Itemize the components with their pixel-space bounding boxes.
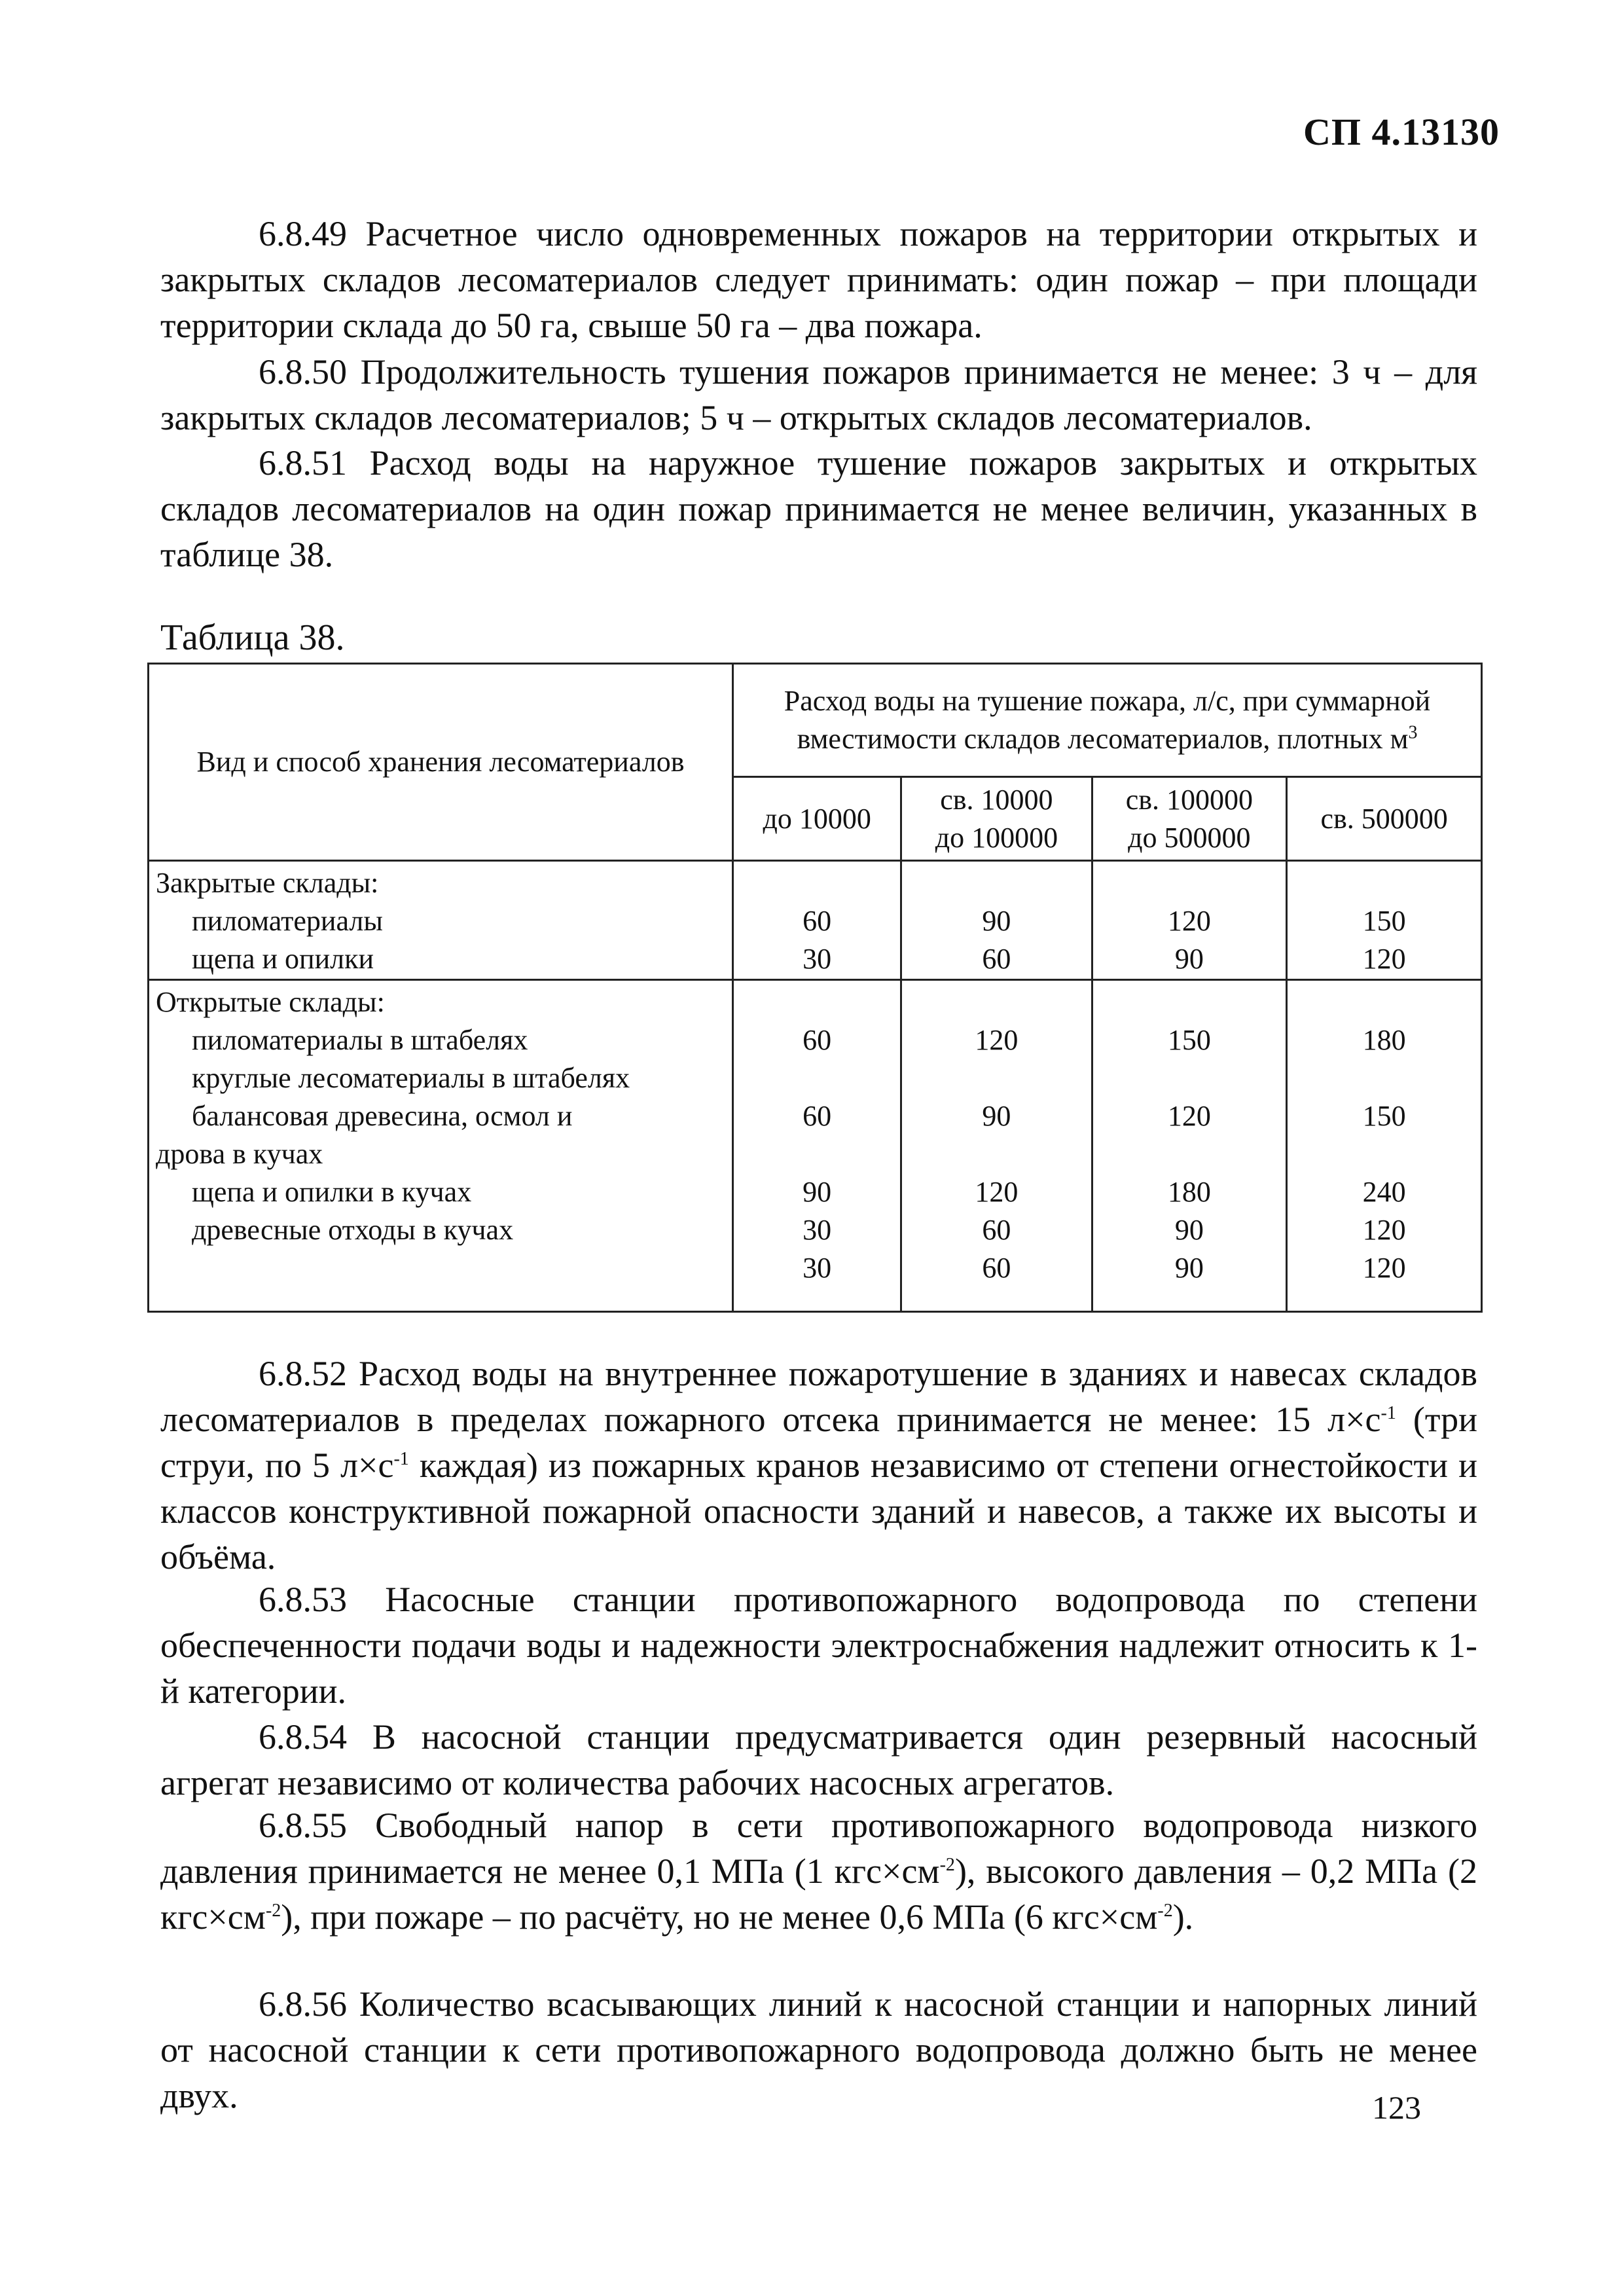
paragraph-6-8-54: 6.8.54 В насосной станции предусматривается один резервный насосный агрегат независимо от количества рабочих насосных агрегатов. [160,1717,1477,1802]
closed-col-1 [733,861,901,980]
table-cell: 120 [1167,1100,1211,1132]
table-cell: 180 [1167,1176,1211,1208]
table-cell: 60 [982,943,1011,975]
paragraph-6-8-51: 6.8.51 Расход воды на наружное тушение пожаров закрытых и открытых складов лесоматериалов на один пожар принимается не менее величин, указанных в таблице 38. [160,443,1477,574]
paragraph-6-8-53: 6.8.53 Насосные станции противопожарного водопровода по степени обеспеченности подачи воды и надежности электроснабжения надлежит относить к 1-й категории. [160,1580,1477,1711]
col-header-3: св. 100000 до 500000 [1092,777,1287,861]
open-col-1 [733,980,901,1312]
table-cell: 120 [1362,1252,1406,1284]
table-section-closed [149,861,1482,980]
row-label: древесные отходы в кучах [192,1214,514,1246]
open-col-4 [1287,980,1482,1312]
table-cell: 30 [803,943,832,975]
col-header-4: св. 500000 [1287,777,1482,861]
paragraph-6-8-50: 6.8.50 Продолжительность тушения пожаров принимается не менее: 3 ч – для закрытых складов лесоматериалов; 5 ч – открытых складов лесоматериалов. [160,352,1477,437]
table-cell: 150 [1362,1100,1406,1132]
table-cell: 60 [803,1100,832,1132]
table-cell: 90 [1174,1214,1204,1246]
table-cell: 90 [803,1176,832,1208]
table-cell: 90 [982,1100,1011,1132]
closed-labels [149,861,733,980]
open-labels [149,980,733,1312]
row-label: щепа и опилки [192,943,374,975]
row-label: балансовая древесина, осмол и [192,1100,573,1132]
paragraph-6-8-56: 6.8.56 Количество всасывающих линий к насосной станции и напорных линий от насосной станции к сети противопожарного водопровода должно быть не менее двух. [160,1984,1477,2115]
row-label: пиломатериалы [192,905,383,937]
table-cell: 180 [1362,1024,1406,1056]
col-header-1: до 10000 [733,777,901,861]
table-cell: 240 [1362,1176,1406,1208]
table-cell: 90 [982,905,1011,937]
table-cell: 60 [803,1024,832,1056]
table-cell: 120 [1167,905,1211,937]
document-code: СП 4.13130 [1303,111,1500,153]
closed-title: Закрытые склады: [156,867,379,899]
table-cell: 60 [982,1214,1011,1246]
page-number: 123 [1372,2089,1421,2126]
table-caption: Таблица 38. [160,617,345,658]
table-cell: 120 [975,1176,1019,1208]
table-cell: 150 [1362,905,1406,937]
open-col-2 [901,980,1092,1312]
open-title: Открытые склады: [156,986,385,1018]
row-label: круглые лесоматериалы в штабелях [192,1062,630,1094]
table-cell: 60 [803,905,832,937]
table-header-row [149,664,1482,777]
col-header-2: св. 10000 до 100000 [901,777,1092,861]
row-label: дрова в кучах [156,1138,323,1170]
table-cell: 90 [1174,943,1204,975]
header-storage-type: Вид и способ хранения лесоматериалов [149,664,733,861]
table-cell: 60 [982,1252,1011,1284]
paragraph-6-8-55: 6.8.55 Свободный напор в сети противопожарного водопровода низкого давления принимается не менее 0,1 МПа (1 $кгс\times см^{-2}$), высокого давления – 0,2 МПа (2 $кгс\times см^{-2}$), при пожаре – по расчёту, но не менее 0,6 МПа (6 $кгс\times см^{-2}$). [160,1806,1478,1937]
table-cell: 30 [803,1252,832,1284]
table-section-open [149,980,1482,1312]
closed-col-2 [901,861,1092,980]
paragraph-6-8-52: 6.8.52 Расход воды на внутреннее пожаротушение в зданиях и навесах складов лесоматериалов в пределах пожарного отсека принимается не менее: 15 $л\times с^{-1}$ (три струи, по 5 $л\times с^{-1}$ каждая) из пожарных кранов независимо от степени огнестойкости и классов конструктивной пожарной опасности зданий и навесов, а также их высоты и объёма. [160,1354,1477,1576]
header-water-flow: Расход воды на тушение пожара, л/с, при суммарной вместимости складов лесоматериалов, плотных $м^3$ [733,664,1482,777]
closed-col-3 [1092,861,1287,980]
table-38 [147,663,1483,1313]
row-label: пиломатериалы в штабелях [192,1024,528,1056]
open-col-3 [1092,980,1287,1312]
table-cell: 120 [1362,1214,1406,1246]
paragraph-6-8-49: 6.8.49 Расчетное число одновременных пожаров на территории открытых и закрытых складов лесоматериалов следует принимать: один пожар – при площади территории склада до 50 га, свыше 50 га – два пожара. [160,214,1477,345]
closed-col-4 [1287,861,1482,980]
table-cell: 30 [803,1214,832,1246]
table-cell: 120 [1362,943,1406,975]
table-cell: 120 [975,1024,1019,1056]
row-label: щепа и опилки в кучах [192,1176,472,1208]
table-cell: 90 [1174,1252,1204,1284]
table-cell: 150 [1167,1024,1211,1056]
